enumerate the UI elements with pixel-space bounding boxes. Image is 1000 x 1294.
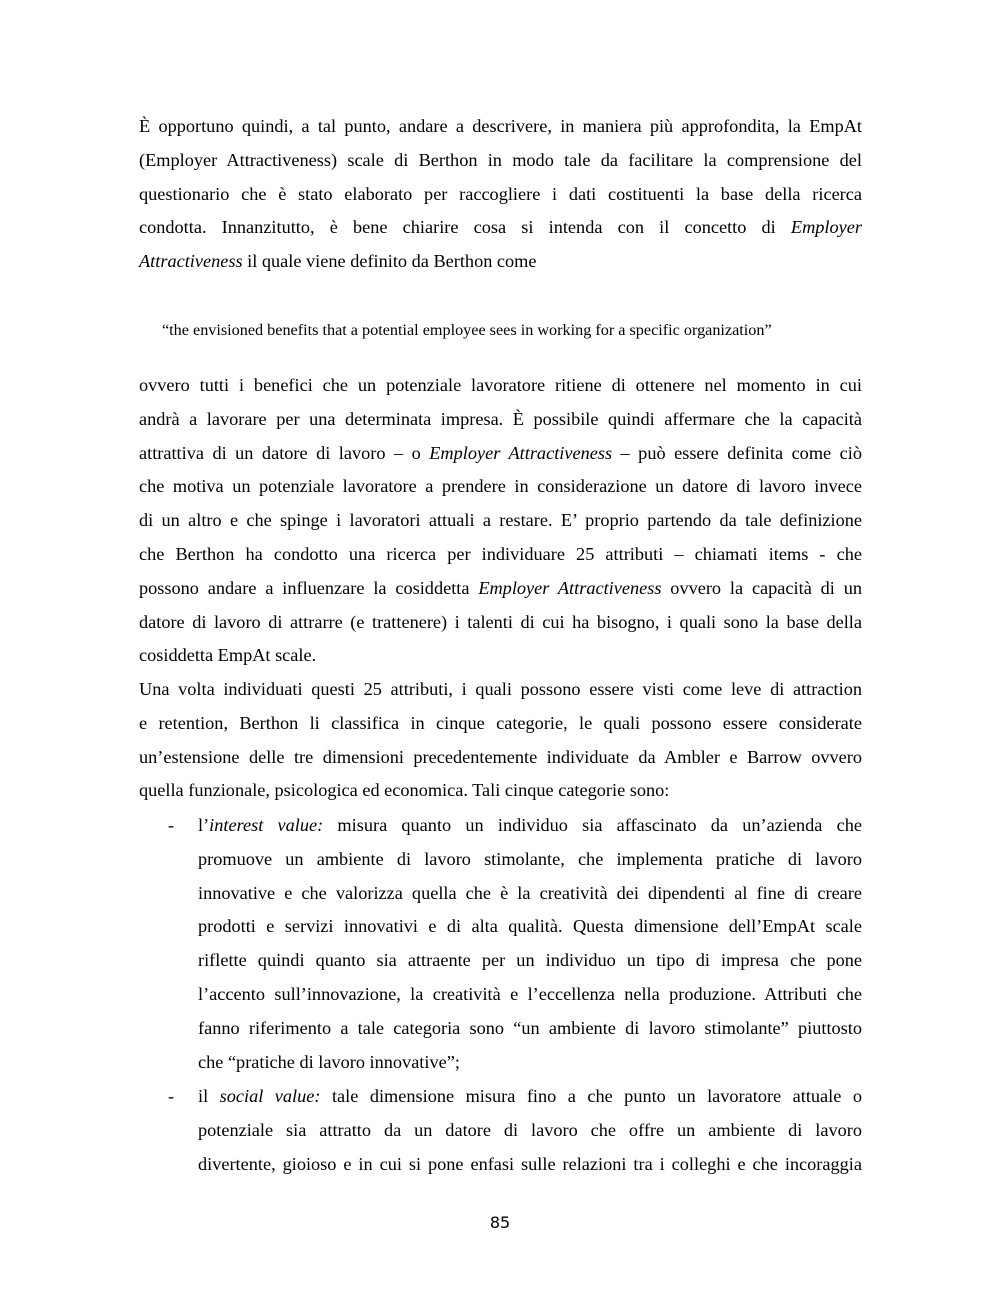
text-line: e retention, Berthon li classifica in cinque categorie, le quali possono essere considerate: [139, 712, 862, 733]
text-segment: tale dimensione misura fino a che punto un lavoratore attuale o: [320, 1086, 862, 1106]
text-line: innovative e che valorizza quella che è la creatività dei dipendenti al fine di creare: [198, 882, 862, 903]
block-quote: “the envisioned benefits that a potential employee sees in working for a specific organization”: [162, 321, 772, 339]
text-line: quella funzionale, psicologica ed economica. Tali cinque categorie sono:: [139, 780, 670, 801]
list-item-body: [198, 809, 862, 1079]
text-line: [139, 211, 862, 245]
text-line: l’accento sull’innovazione, la creatività e l’eccellenza nella produzione. Attributi che: [198, 983, 862, 1004]
text-line: prodotti e servizi innovativi e di alta qualità. Questa dimensione dell’EmpAt scale: [198, 916, 862, 937]
text-line: potenziale sia attratto da un datore di lavoro che offre un ambiente di lavoro: [198, 1119, 862, 1140]
text-segment: attrattiva di un datore di lavoro – o: [139, 442, 430, 463]
text-segment: – può essere definita come ciò: [612, 442, 862, 463]
text-line: un’estensione delle tre dimensioni precedentemente individuate da Ambler e Barrow ovvero: [139, 746, 862, 767]
text-segment: il: [198, 1086, 220, 1106]
text-segment: l’: [198, 815, 210, 835]
italic-term: Attractiveness: [139, 251, 243, 272]
text-line: (Employer Attractiveness) scale di Berthon in modo tale da facilitare la comprensione del: [139, 149, 862, 170]
text-line: È opportuno quindi, a tal punto, andare a descrivere, in maniera più approfondita, la EmpAt: [139, 116, 862, 136]
italic-term: Employer: [790, 217, 862, 238]
list-bullet-dash: -: [168, 815, 175, 835]
text-line: [139, 572, 862, 606]
paragraph-categories: [139, 673, 862, 808]
text-line: Una volta individuati questi 25 attributi, i quali possono essere visti come leve di attraction: [139, 679, 862, 699]
text-segment: misura quanto un individuo sia affascinato da un’azienda che: [323, 815, 862, 835]
text-line: cosiddetta EmpAt scale.: [139, 645, 317, 666]
text-segment: possono andare a influenzare la cosiddetta: [139, 577, 479, 598]
list-item-body: [198, 1080, 862, 1181]
text-segment: ovvero la capacità di un: [661, 577, 862, 598]
text-line: di un altro e che spinge i lavoratori attuali a restare. E’ proprio partendo da tale definizione: [139, 510, 862, 531]
text-line: [139, 245, 862, 279]
italic-term: Employer Attractiveness: [429, 442, 613, 463]
text-segment: condotta. Innanzitutto, è bene chiarire cosa si intenda con il concetto di: [139, 217, 791, 238]
text-line: questionario che è stato elaborato per raccogliere i dati costituenti la base della ricerca: [139, 183, 862, 204]
text-line: che Berthon ha condotto una ricerca per individuare 25 attributi – chiamati items - che: [139, 543, 862, 564]
text-line: [198, 1080, 862, 1114]
list-bullet-dash: -: [168, 1086, 175, 1106]
paragraph-definition: [139, 369, 862, 673]
italic-term: social value:: [219, 1086, 321, 1106]
text-line: riflette quindi quanto sia attraente per un individuo un tipo di impresa che pone: [198, 950, 862, 971]
text-line: promuove un ambiente di lavoro stimolante, che implementa pratiche di lavoro: [198, 848, 862, 869]
text-line: fanno riferimento a tale categoria sono “un ambiente di lavoro stimolante” piuttosto: [198, 1017, 862, 1038]
italic-term: Employer Attractiveness: [478, 577, 662, 598]
text-segment: il quale viene definito da Berthon come: [242, 251, 537, 272]
page-number: 85: [489, 1213, 511, 1232]
paragraph-intro: [139, 110, 862, 279]
text-line: datore di lavoro di attrarre (e trattenere) i talenti di cui ha bisogno, i quali sono la base della: [139, 611, 862, 632]
text-line: divertente, gioioso e in cui si pone enfasi sulle relazioni tra i colleghi e che incoraggia: [198, 1153, 862, 1174]
text-line: che “pratiche di lavoro innovative”;: [198, 1051, 460, 1072]
text-line: ovvero tutti i benefici che un potenziale lavoratore ritiene di ottenere nel momento in cui: [139, 375, 862, 395]
text-line: che motiva un potenziale lavoratore a prendere in considerazione un datore di lavoro invece: [139, 476, 862, 497]
italic-term: interest value:: [209, 815, 324, 835]
text-line: [198, 809, 862, 843]
text-line: andrà a lavorare per una determinata impresa. È possibile quindi affermare che la capacità: [139, 408, 862, 429]
text-line: [139, 437, 862, 471]
